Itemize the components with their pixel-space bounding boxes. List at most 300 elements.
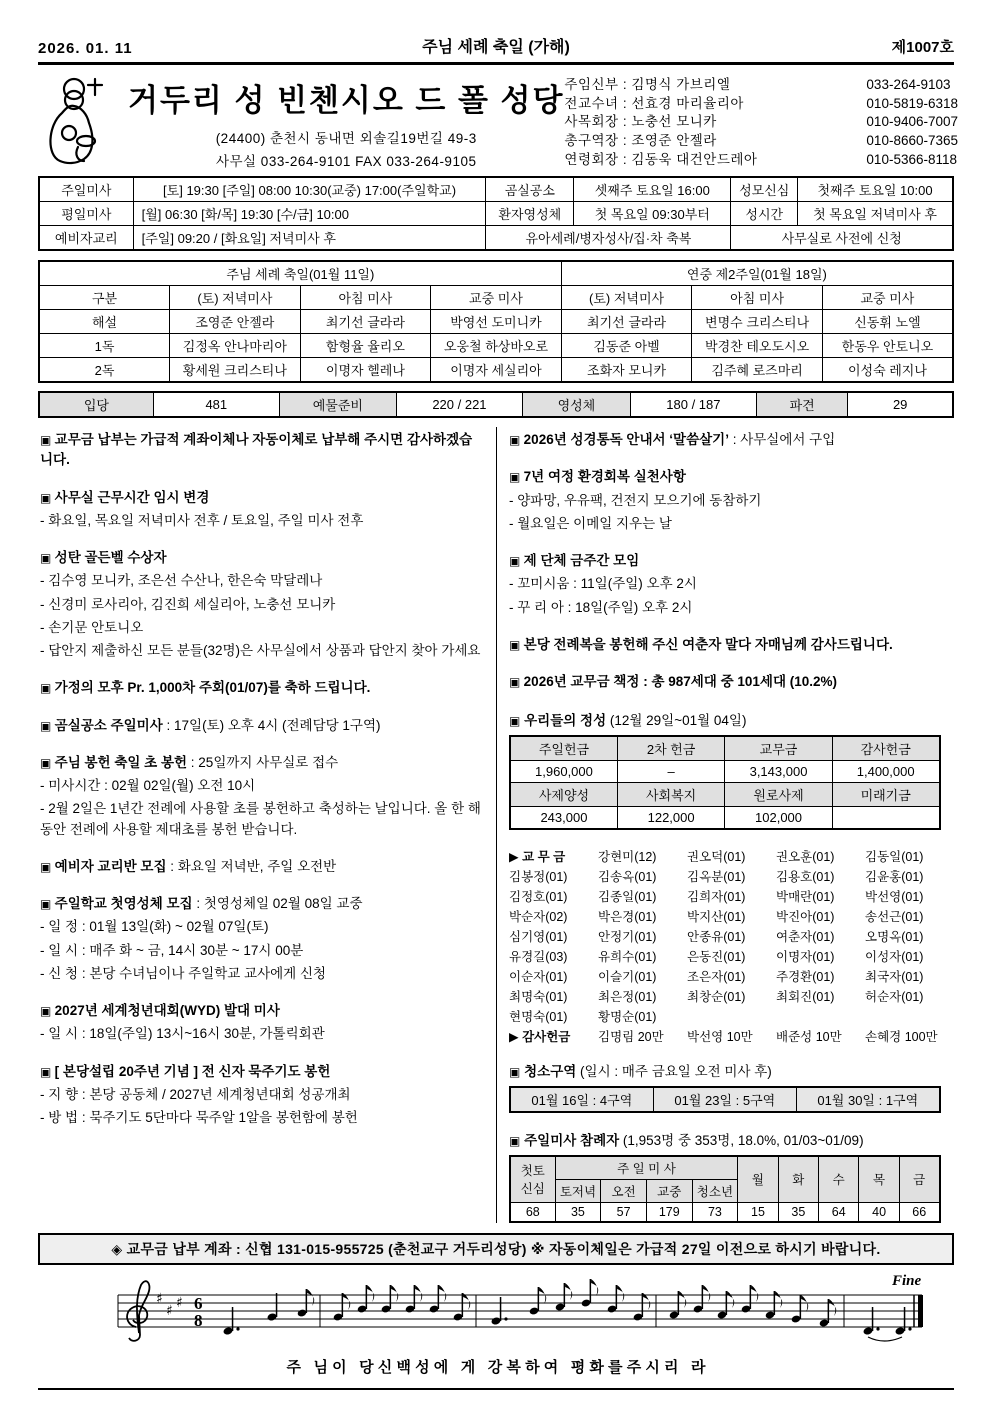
- square-bullet-icon: ▣: [509, 1064, 521, 1079]
- contact-phone: 033-264-9103: [866, 77, 951, 92]
- contact-phone: 010-5819-6318: [866, 95, 959, 111]
- cell: 15: [738, 1202, 778, 1222]
- cell: 오전: [601, 1179, 647, 1202]
- svg-text:♯: ♯: [176, 1295, 183, 1312]
- cell: ▶ 교 무 금: [509, 849, 566, 864]
- notice-heading: [40, 1001, 484, 1021]
- cell: 김정옥 안나마리아: [170, 334, 301, 358]
- attendance-heading: [509, 1129, 954, 1149]
- notice-title: 2026년 성경통독 안내서 ‘말씀살기’: [523, 432, 729, 447]
- contact-role-name: 전교수녀 : 선효경 마리율리아: [564, 95, 744, 111]
- notice-heading: [40, 548, 484, 568]
- cell: 김종일(01): [598, 889, 657, 904]
- cell: 박순자(02): [509, 909, 568, 924]
- cell: 평일미사: [39, 202, 133, 226]
- table-row: [509, 946, 954, 966]
- cell: 미래기금: [832, 783, 939, 807]
- cell: 이성숙 레지나: [822, 358, 953, 383]
- cell: 김동일(01): [865, 849, 924, 864]
- square-bullet-icon: ▣: [40, 433, 55, 447]
- contact-role-name: 사목회장 : 노충선 모니카: [564, 114, 717, 130]
- cell: 황세원 크리스티나: [170, 358, 301, 383]
- cell: [주일] 09:20 / [화요일] 저녁미사 후: [133, 226, 486, 251]
- cell: 1독: [39, 334, 170, 358]
- table-row: [510, 783, 940, 807]
- notice-heading: [509, 551, 954, 571]
- table-row: [39, 286, 953, 310]
- cell: 김봉정(01): [509, 869, 568, 884]
- cell: 김용호(01): [776, 869, 835, 884]
- cell: –: [617, 761, 724, 783]
- cell: 김송옥(01): [598, 869, 657, 884]
- notice-heading: [509, 430, 954, 450]
- notice-section: [40, 430, 484, 471]
- cell: 179: [646, 1202, 692, 1222]
- square-bullet-icon: ▣: [40, 681, 55, 696]
- page-title: 주님 세례 축일 (가해): [422, 39, 570, 56]
- cell: 첫 목요일 09:30부터: [574, 202, 731, 226]
- cell: 금: [899, 1156, 939, 1203]
- cell: 토저녁: [555, 1179, 601, 1202]
- pledge-name-list: [509, 846, 954, 1046]
- notice-line: - 방 법 : 묵주기도 5단마다 묵주알 1알을 봉헌함에 봉헌: [40, 1110, 358, 1125]
- notice-line: - 화요일, 목요일 저녁미사 전후 / 토요일, 주일 미사 전후: [40, 512, 364, 528]
- header-rule: [38, 62, 954, 65]
- contact-role-name: 주임신부 : 김명식 가브리엘: [564, 77, 731, 92]
- cell: 조은자(01): [687, 969, 746, 984]
- cell: 셋째주 토요일 16:00: [574, 177, 731, 202]
- table-row: [509, 1006, 954, 1026]
- cell: 권오훈(01): [776, 849, 835, 864]
- stat-label: 영성체: [522, 392, 630, 417]
- cell: 이명자 헬레나: [300, 358, 431, 383]
- contact-row: [564, 132, 984, 151]
- cell: 최회진(01): [776, 989, 835, 1004]
- church-address: (24400) 춘천시 동내면 외솔길19번길 49-3: [215, 131, 477, 146]
- cell: 안정기(01): [598, 929, 657, 944]
- cell: 01월 16일 : 4구역: [510, 1087, 653, 1112]
- time-signature: [194, 1294, 203, 1330]
- church-logo-icon: [38, 73, 122, 165]
- contact-list: [564, 73, 984, 170]
- notice-columns: [38, 427, 954, 1223]
- cell: 오웅철 하상바오로: [431, 334, 562, 358]
- cell: 122,000: [617, 807, 724, 829]
- cell: 박지산(01): [687, 909, 746, 924]
- cell: 최기선 글라라: [300, 310, 431, 334]
- attendance-table: [509, 1155, 941, 1224]
- notice-section: [509, 672, 954, 692]
- table-row: [509, 966, 954, 986]
- cell: 김정호(01): [509, 889, 568, 904]
- cell: 조화자 모니카: [561, 358, 692, 383]
- cell: 여춘자(01): [776, 929, 835, 944]
- cell: 청소년: [692, 1179, 738, 1202]
- cell: 안종유(01): [687, 929, 746, 944]
- cell: 강현미(12): [598, 849, 657, 864]
- right-notices: [509, 430, 954, 692]
- cell: 사회복지: [617, 783, 724, 807]
- notice-line: - 월요일은 이메일 지우는 날: [509, 515, 672, 531]
- cell: 김동준 아벨: [561, 334, 692, 358]
- cell: 35: [555, 1202, 601, 1222]
- cell: 한동우 안토니오: [822, 334, 953, 358]
- cell: 박선영(01): [865, 889, 924, 904]
- cell: 주 일 미 사: [555, 1156, 738, 1180]
- cell: 박선영 10만: [687, 1029, 753, 1044]
- stat-value: 220 / 221: [396, 392, 522, 417]
- cell: 허순자(01): [865, 989, 924, 1004]
- notice-heading: [509, 467, 954, 487]
- cell: 목: [859, 1156, 899, 1203]
- cell: 변명수 크리스티나: [692, 310, 823, 334]
- table-row: [39, 202, 953, 226]
- svg-text:8: 8: [194, 1311, 203, 1331]
- contact-phone: 010-9406-7007: [866, 114, 959, 130]
- cell: 박영선 도미니카: [431, 310, 562, 334]
- music-staff-icon: [56, 1271, 936, 1349]
- notice-title: 본당 전례복을 봉헌해 주신 여춘자 말다 자매님께 감사드립니다.: [523, 636, 893, 652]
- cell: 사무실로 사전에 신청: [731, 226, 953, 251]
- cell: [832, 807, 939, 829]
- table-row: [510, 1087, 940, 1112]
- notice-title-detail: : 화요일 저녁반, 주일 오전반: [166, 858, 337, 874]
- table-row: [39, 358, 953, 383]
- cell: 성시간: [731, 202, 798, 226]
- cell: 243,000: [510, 807, 617, 829]
- notice-line: - 꼬미시움 : 11일(주일) 오후 2시: [509, 576, 697, 592]
- notice-title: 성탄 골든벨 수상자: [54, 550, 167, 565]
- cleaning-time: (일시 : 매주 금요일 오전 미사 후): [576, 1063, 772, 1079]
- notice-line: - 답안지 제출하신 모든 분들(32명)은 사무실에서 상품과 답안지 찾아 가세요: [40, 643, 481, 658]
- offerings-title: 우리들의 정성: [524, 713, 607, 729]
- cell: 손혜경 100만: [865, 1029, 938, 1044]
- notice-section: [509, 467, 954, 534]
- notice-title: 제 단체 금주간 모임: [523, 553, 640, 568]
- cell: 교무금: [725, 736, 832, 761]
- cell: 박경찬 테오도시오: [692, 334, 823, 358]
- notice-line: - 일 시 : 18일(주일) 13시~16시 30분, 가톨릭회관: [40, 1026, 325, 1042]
- left-column: [38, 427, 496, 1223]
- hymn-staff: [38, 1271, 954, 1377]
- cell: 이성자(01): [865, 949, 924, 964]
- cell: 첫째주 토요일 10:00: [798, 177, 953, 202]
- cell: 유희수(01): [598, 949, 657, 964]
- table-row: [509, 906, 954, 926]
- cell: 첫 목요일 저녁미사 후: [798, 202, 953, 226]
- offerings-period: (12월 29일~01월 04일): [606, 713, 747, 729]
- liturgy-roles-table: [38, 260, 954, 383]
- cell: 신동휘 노엘: [822, 310, 953, 334]
- church-name: 거두리 성 빈첸시오 드 폴 성당: [128, 83, 565, 118]
- cell: [토] 19:30 [주일] 08:00 10:30(교중) 17:00(주일학교): [133, 177, 486, 202]
- notice-line: - 손기문 안토니오: [40, 619, 144, 635]
- mass-stats-bar: [38, 391, 954, 418]
- contact-phone: 010-5366-8118: [866, 151, 957, 167]
- table-row: [509, 926, 954, 946]
- notice-heading: [40, 1062, 484, 1082]
- cell: 주경환(01): [776, 969, 835, 984]
- page-bottom-rule: [38, 1388, 954, 1390]
- mass-schedule-table: [38, 176, 954, 251]
- notice-title: 곰실공소 주일미사: [54, 717, 163, 733]
- cell: 구분: [39, 286, 170, 310]
- stat-value: 180 / 187: [630, 392, 756, 417]
- stat-label: 예물준비: [279, 392, 396, 417]
- cell: [776, 1006, 865, 1026]
- stat-value: 29: [848, 392, 953, 417]
- cell: 김옥분(01): [687, 869, 746, 884]
- cell: 유경길(03): [509, 949, 568, 964]
- table-row: [39, 226, 953, 251]
- cell: 최은정(01): [598, 989, 657, 1004]
- cell: 35: [778, 1202, 818, 1222]
- notice-section: [40, 857, 484, 877]
- table-row: [509, 986, 954, 1006]
- notice-title: 2026년 교무금 책정 : 총 987세대 중 101세대 (10.2%): [523, 674, 838, 689]
- cell: 배준성 10만: [776, 1029, 842, 1044]
- table-row: [510, 1156, 940, 1180]
- cell: 최명숙(01): [509, 989, 568, 1004]
- cell: 월: [738, 1156, 778, 1203]
- cell: 황명순(01): [598, 1009, 657, 1024]
- notice-line: - 양파망, 우유팩, 건전지 모으기에 동참하기: [509, 492, 762, 508]
- cell: 2차 헌금: [617, 736, 724, 761]
- payment-account-banner: ◈ 교무금 납부 계좌 : 신협 131-015-955725 (춘천교구 거두리성당) ※ 자동이체일은 가급적 27일 이전으로 하시기 바랍니다.: [38, 1233, 954, 1265]
- table-row: [509, 846, 954, 866]
- square-bullet-icon: ▣: [509, 554, 524, 568]
- cell: 권오덕(01): [687, 849, 746, 864]
- cell: 해설: [39, 310, 170, 334]
- cell: [687, 1006, 776, 1026]
- cell: 이순자(01): [509, 969, 568, 984]
- cell: 김윤홍(01): [865, 869, 924, 884]
- cell: 이슬기(01): [598, 969, 657, 984]
- table-row: [39, 261, 953, 286]
- contact-row: [564, 113, 984, 132]
- cell: (토) 저녁미사: [561, 286, 692, 310]
- issue-date: 2026. 01. 11: [38, 40, 133, 57]
- cell: 2독: [39, 358, 170, 383]
- notice-title-detail: : 사무실에서 구입: [728, 432, 836, 447]
- cell: 최기선 글라라: [561, 310, 692, 334]
- notice-section: [509, 430, 954, 450]
- notice-title: 사무실 근무시간 임시 변경: [54, 489, 210, 505]
- cell: 현명숙(01): [509, 1009, 568, 1024]
- table-row: [39, 310, 953, 334]
- stat-label: 입당: [39, 392, 153, 417]
- notice-title: 예비자 교리반 모집: [54, 858, 167, 874]
- square-bullet-icon: ▣: [40, 490, 55, 505]
- cell: 심기영(01): [509, 929, 568, 944]
- notice-section: [509, 635, 954, 655]
- cell: 102,000: [725, 807, 832, 829]
- notice-title: 7년 여정 환경회복 실천사항: [523, 469, 686, 485]
- cell: 첫토 신심: [510, 1156, 555, 1203]
- notice-title: 가정의 모후 Pr. 1,000차 주회(01/07)를 축하 드립니다.: [54, 680, 371, 696]
- contact-phone: 010-8660-7365: [866, 132, 959, 148]
- square-bullet-icon: ▣: [40, 551, 55, 565]
- square-bullet-icon: ▣: [40, 755, 55, 770]
- cell: 오명옥(01): [865, 929, 924, 944]
- table-row: [510, 1202, 940, 1222]
- square-bullet-icon: ▣: [40, 1064, 55, 1079]
- notice-heading: [40, 488, 484, 508]
- square-bullet-icon: ▣: [509, 675, 524, 689]
- table-row: [509, 1026, 954, 1046]
- notice-section: [40, 548, 484, 661]
- cell: [월] 06:30 [화/목] 19:30 [수/금] 10:00: [133, 202, 486, 226]
- cell: 수: [819, 1156, 859, 1203]
- notice-section: [40, 716, 484, 736]
- cell: 박매란(01): [776, 889, 835, 904]
- notice-heading: [40, 430, 484, 471]
- notice-line: - 김수영 모니카, 조은선 수산나, 한은숙 막달레나: [40, 573, 323, 589]
- notice-heading: [509, 672, 954, 692]
- square-bullet-icon: ▣: [509, 714, 521, 729]
- cell: 은동진(01): [687, 949, 746, 964]
- cell: 68: [510, 1202, 555, 1222]
- cell: 김주혜 로즈마리: [692, 358, 823, 383]
- notice-title: [ 본당설립 20주년 기념 ] 전 신자 묵주기도 봉헌: [54, 1063, 331, 1079]
- table-row: [510, 736, 940, 761]
- cell: 감사헌금: [832, 736, 939, 761]
- notice-title: 주일학교 첫영성체 모집: [54, 896, 193, 911]
- attendance-summary: (1,953명 중 353명, 18.0%, 01/03~01/09): [619, 1132, 864, 1148]
- cell: 사제양성: [510, 783, 617, 807]
- offerings-table: [509, 735, 941, 830]
- cell: 66: [899, 1202, 939, 1222]
- attendance-title: 주일미사 참례자: [524, 1132, 620, 1148]
- cell: (토) 저녁미사: [170, 286, 301, 310]
- square-bullet-icon: ▣: [40, 718, 55, 733]
- cleaning-title: 청소구역: [524, 1063, 577, 1079]
- notice-line: - 일 정 : 01월 13일(화) ~ 02월 07일(토): [40, 919, 269, 935]
- notice-section: [40, 1001, 484, 1045]
- notice-heading: [40, 716, 484, 736]
- notice-section: [509, 551, 954, 618]
- cell: 01월 23일 : 5구역: [653, 1087, 796, 1112]
- masthead: [38, 73, 959, 170]
- cell: 최창순(01): [687, 989, 746, 1004]
- cell: 3,143,000: [725, 761, 832, 783]
- notes: [223, 1279, 923, 1341]
- notice-section: [40, 753, 484, 840]
- notice-line: - 지 향 : 본당 공동체 / 2027년 세계청년대회 성공개최: [40, 1086, 351, 1102]
- table-row: [510, 807, 940, 829]
- cell: 이명자 세실리아: [431, 358, 562, 383]
- notice-title-detail: : 25일까지 사무실로 접수: [187, 754, 339, 770]
- contact-row: [564, 151, 984, 170]
- square-bullet-icon: ▣: [509, 433, 524, 447]
- contact-role-name: 총구역장 : 조영준 안젤라: [564, 132, 717, 148]
- cell: 송선근(01): [865, 909, 924, 924]
- cell: 01월 30일 : 1구역: [796, 1087, 939, 1112]
- issue-number: 제1007호: [891, 39, 954, 56]
- offerings-heading: [509, 709, 954, 729]
- table-row: [510, 761, 940, 783]
- cell: 곰실공소: [486, 177, 574, 202]
- notice-title-detail: : 17일(토) 오후 4시 (전례담당 1구역): [162, 717, 381, 733]
- notice-line: - 신경미 로사리아, 김진희 세실리아, 노충선 모니카: [40, 596, 336, 612]
- cell: 함형율 율리오: [300, 334, 431, 358]
- square-bullet-icon: ▣: [40, 1004, 55, 1018]
- table-row: [509, 866, 954, 886]
- notice-title: 교무금 납부는 가급적 계좌이체나 자동이체로 납부해 주시면 감사하겠습니다.: [40, 432, 473, 468]
- notice-line: - 미사시간 : 02월 02일(월) 오전 10시: [40, 778, 256, 793]
- notice-line: - 일 시 : 매주 화 ~ 금, 14시 30분 ~ 17시 00분: [40, 942, 304, 958]
- cell: 64: [819, 1202, 859, 1222]
- notice-title-detail: : 첫영성체일 02월 08일 교중: [192, 896, 363, 911]
- svg-text:♯: ♯: [156, 1291, 163, 1308]
- notice-section: [40, 894, 484, 984]
- hymn-lyrics: 주 님 이 당 신 백 성 에 게 강 복 하 여 평 화 를 주 시 리 라: [286, 1359, 706, 1377]
- cell: 73: [692, 1202, 738, 1222]
- cell: 아침 미사: [692, 286, 823, 310]
- cell: 1,400,000: [832, 761, 939, 783]
- cell: 조영준 안젤라: [170, 310, 301, 334]
- contact-row: [564, 76, 984, 95]
- notice-heading: [40, 857, 484, 877]
- notice-section: [40, 488, 484, 532]
- cell: 40: [859, 1202, 899, 1222]
- notice-line: - 꾸 리 아 : 18일(주일) 오후 2시: [509, 599, 693, 615]
- office-phone: 사무실 033-264-9101 FAX 033-264-9105: [215, 154, 477, 169]
- cell: 교중: [646, 1179, 692, 1202]
- table-row: [509, 886, 954, 906]
- cell: ▶ 감사헌금: [509, 1029, 571, 1044]
- notice-heading: [40, 678, 484, 698]
- contact-role-name: 연령회장 : 김동욱 대건안드레아: [564, 151, 758, 167]
- right-column: [496, 427, 954, 1223]
- cell: 예비자교리: [39, 226, 133, 251]
- cell: 아침 미사: [300, 286, 431, 310]
- cell: 김명림 20만: [598, 1029, 664, 1044]
- cell: 성모신심: [731, 177, 798, 202]
- cell: 주일헌금: [510, 736, 617, 761]
- cell: 교중 미사: [431, 286, 562, 310]
- week1-title: 주님 세례 축일(01월 11일): [39, 261, 561, 286]
- cell: 유아세례/병자성사/집·차 축복: [486, 226, 731, 251]
- cleaning-heading: [509, 1060, 954, 1080]
- cell: 주일미사: [39, 177, 133, 202]
- contact-row: [564, 95, 984, 114]
- cell: 김희자(01): [687, 889, 746, 904]
- square-bullet-icon: ▣: [40, 897, 55, 911]
- cell: 환자영성체: [486, 202, 574, 226]
- notice-line: - 신 청 : 본당 수녀님이나 주일학교 교사에게 신청: [40, 965, 327, 981]
- fine-marking: Fine: [892, 1273, 922, 1290]
- page-header: [38, 34, 954, 57]
- stat-label: 파견: [756, 392, 847, 417]
- table-row: [39, 334, 953, 358]
- masthead-left: [122, 73, 564, 170]
- square-bullet-icon: ▣: [40, 859, 55, 874]
- cell: 박은경(01): [598, 909, 657, 924]
- cell: 57: [601, 1202, 647, 1222]
- cell: 이명자(01): [776, 949, 835, 964]
- week2-title: 연중 제2주일(01월 18일): [561, 261, 953, 286]
- square-bullet-icon: ▣: [509, 1133, 521, 1148]
- notice-title: 2027년 세계청년대회(WYD) 발대 미사: [54, 1003, 280, 1018]
- cell: [865, 1006, 954, 1026]
- notice-heading: [509, 635, 954, 655]
- notice-heading: [40, 753, 484, 773]
- table-row: [39, 392, 953, 417]
- stat-value: 481: [153, 392, 279, 417]
- cell: 교중 미사: [822, 286, 953, 310]
- notice-section: [40, 1062, 484, 1129]
